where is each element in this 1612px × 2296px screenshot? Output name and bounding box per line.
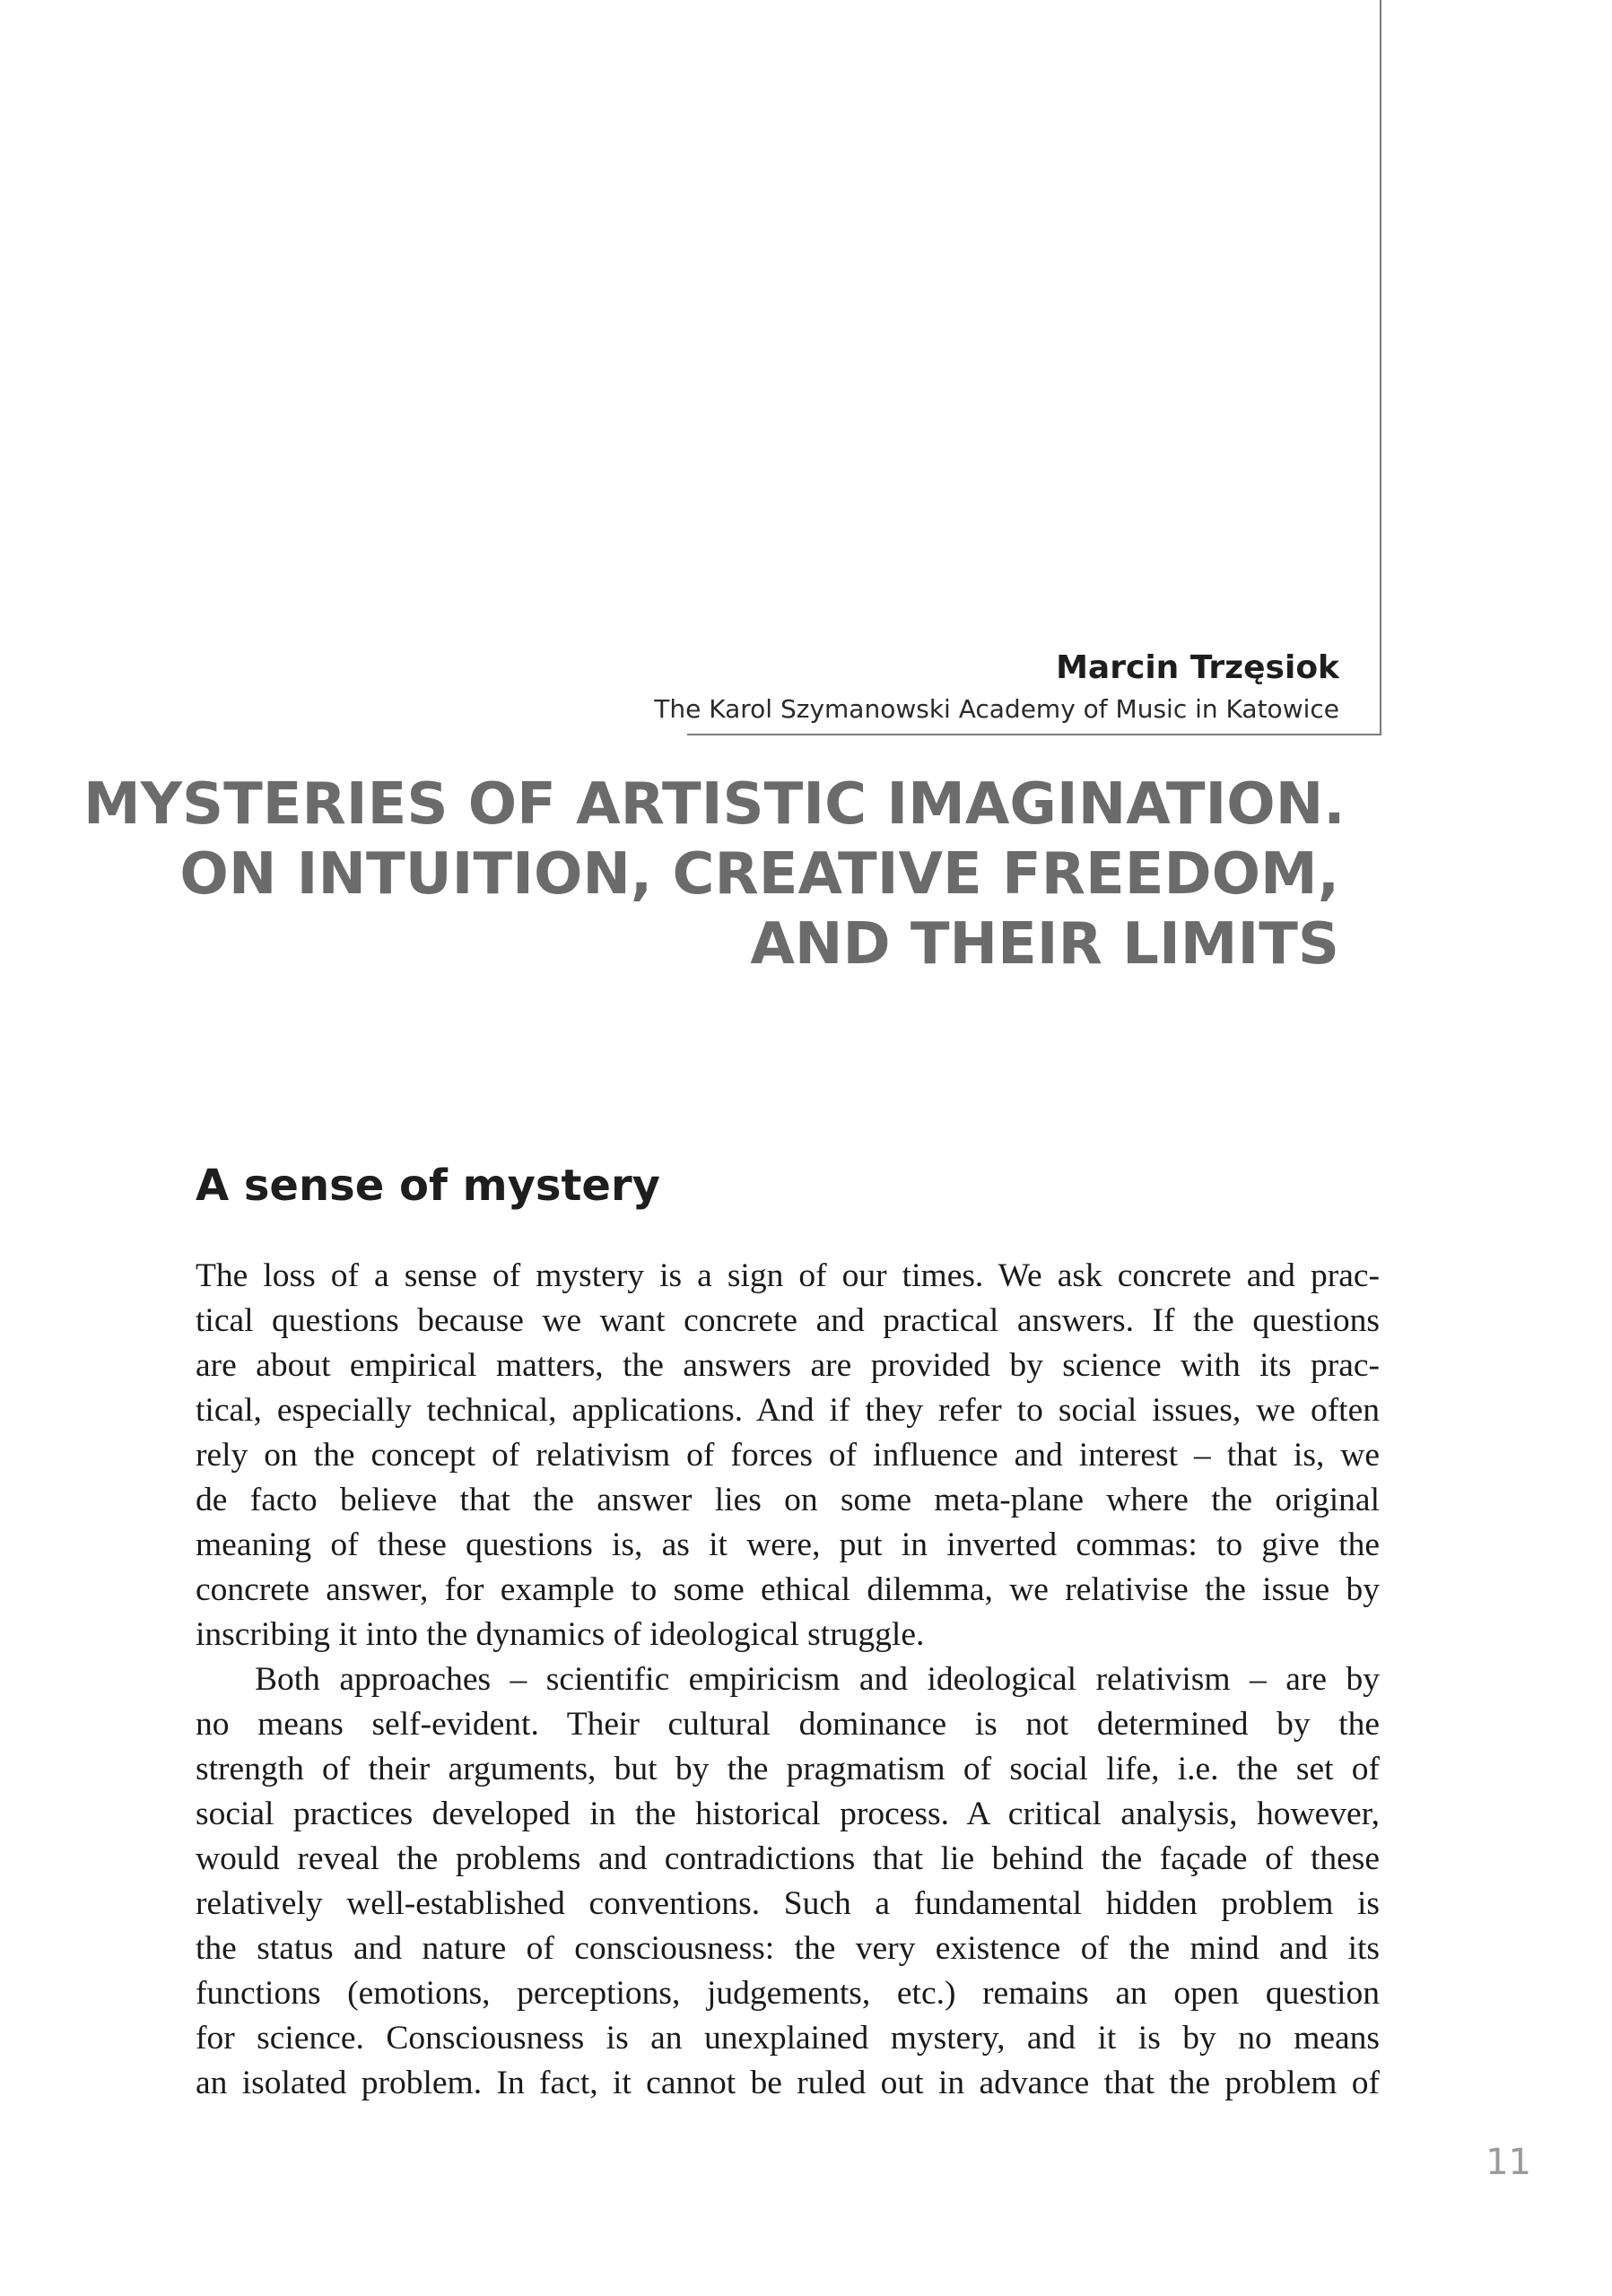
author-block: [654, 646, 1339, 728]
body-line: inscribing it into the dynamics of ideological struggle.: [196, 1616, 925, 1653]
title-line: MYSTERIES OF ARTISTIC IMAGINATION.: [83, 771, 1346, 838]
body-line: are about empirical matters, the answers are provided by science with its prac-: [196, 1347, 1380, 1384]
body-line: Both approaches – scientific empiricism and ideological relativism – are by: [255, 1661, 1380, 1698]
article-title: [83, 770, 1346, 979]
body-line: tical, especially technical, applications. And if they refer to social issues, we often: [196, 1392, 1380, 1429]
vertical-rule: [1380, 0, 1381, 735]
body-line: de facto believe that the answer lies on some meta-plane where the original: [196, 1482, 1380, 1518]
body-line: relatively well-established conventions. Such a fundamental hidden problem is: [196, 1885, 1380, 1922]
body-line: rely on the concept of relativism of forces of influence and interest – that is, we: [196, 1437, 1380, 1474]
body-line: meaning of these questions is, as it were, put in inverted commas: to give the: [196, 1526, 1380, 1563]
body-line: The loss of a sense of mystery is a sign of our times. We ask concrete and prac-: [196, 1257, 1380, 1294]
body-line: tical questions because we want concrete and practical answers. If the questions: [196, 1302, 1380, 1339]
body-line: the status and nature of consciousness: the very existence of the mind and its: [196, 1930, 1380, 1967]
body-line: concrete answer, for example to some ethical dilemma, we relativise the issue by: [196, 1571, 1380, 1608]
body-line: social practices developed in the historical process. A critical analysis, however,: [196, 1796, 1380, 1832]
body-line: functions (emotions, perceptions, judgements, etc.) remains an open question: [196, 1975, 1380, 2012]
body-line: for science. Consciousness is an unexplained mystery, and it is by no means: [196, 2020, 1380, 2057]
author-affiliation: The Karol Szymanowski Academy of Music in Katowice: [654, 694, 1339, 724]
body-line: strength of their arguments, but by the pragmatism of social life, i.e. the set of: [196, 1751, 1380, 1787]
body-line: would reveal the problems and contradictions that lie behind the façade of these: [196, 1840, 1380, 1877]
body-line: an isolated problem. In fact, it cannot be ruled out in advance that the problem of: [196, 2065, 1380, 2101]
horizontal-rule: [687, 734, 1381, 735]
section-heading: A sense of mystery: [196, 1161, 660, 1211]
body-text: [196, 1254, 1380, 2106]
title-line: AND THEIR LIMITS: [750, 911, 1339, 978]
title-line: ON INTUITION, CREATIVE FREEDOM,: [179, 841, 1339, 908]
body-line: no means self-evident. Their cultural dominance is not determined by the: [196, 1706, 1380, 1743]
page-number: 11: [1486, 2142, 1531, 2183]
author-name: Marcin Trzęsiok: [1056, 649, 1339, 686]
